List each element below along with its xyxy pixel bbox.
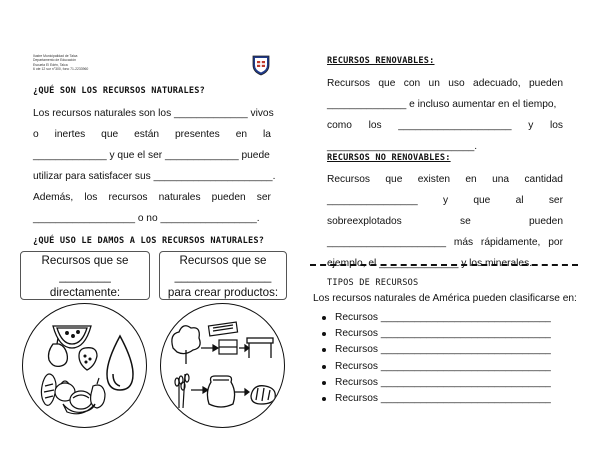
word: que — [378, 78, 396, 89]
text-line: __________________________. — [327, 141, 478, 152]
word: sobreexplotados — [327, 216, 402, 227]
school-header-line: Escuela El Edén, Talca — [33, 62, 68, 67]
fill-blank: ________ — [59, 270, 111, 283]
furniture-piece-icon — [219, 340, 237, 354]
word: que — [473, 195, 491, 206]
word: la — [262, 129, 271, 140]
bullet-icon — [322, 316, 326, 320]
list-item-text: Recursos ______________________________ — [335, 376, 551, 388]
section-heading-que-uso: ¿QUÉ USO LE DAMOS A LOS RECURSOS NATURALES? — [33, 236, 265, 246]
bullet-icon — [322, 397, 326, 401]
word: recursos — [108, 192, 148, 203]
text-line — [33, 145, 271, 166]
word: existen — [417, 174, 451, 185]
word: Además, — [33, 192, 74, 203]
table-icon — [247, 338, 273, 358]
box-line: para crear productos: — [167, 286, 279, 299]
word: los — [84, 192, 98, 203]
word: que — [101, 129, 119, 140]
list-item — [322, 342, 551, 358]
word: los — [549, 120, 563, 131]
section-heading-que-son: ¿QUÉ SON LOS RECURSOS NATURALES? — [33, 86, 205, 96]
text-line — [327, 169, 563, 190]
school-shield-icon — [251, 54, 271, 76]
list-item-text: Recursos ______________________________ — [335, 360, 551, 372]
word: Recursos — [327, 174, 371, 185]
word: pueden — [529, 78, 563, 89]
word: están — [134, 129, 160, 140]
bread-icon — [251, 386, 275, 404]
word: Los recursos naturales son los _____________ vivos — [33, 108, 274, 119]
text-line — [327, 211, 563, 232]
water-drop-icon — [107, 336, 133, 390]
text-line — [33, 124, 271, 145]
word: uso — [448, 78, 465, 89]
word: naturales — [158, 192, 201, 203]
list-item-text: Recursos ______________________________ — [335, 328, 551, 340]
school-header — [33, 54, 88, 71]
wood-plank-icon — [208, 322, 237, 336]
circle-production — [160, 303, 285, 428]
word: más — [453, 237, 474, 248]
tipos-intro: Los recursos naturales de América pueden clasificarse en: — [313, 293, 577, 304]
text-line — [33, 187, 271, 208]
tree-icon — [172, 326, 200, 364]
text-line: __________________ o no _________________. — [33, 213, 260, 224]
word: con — [403, 78, 421, 89]
list-item-text: Recursos ______________________________ — [335, 312, 551, 323]
word: cantidad — [524, 174, 563, 185]
text-line — [33, 103, 274, 124]
word: que — [385, 174, 403, 185]
vegetables-icon — [41, 374, 105, 414]
tipos-list — [322, 310, 551, 407]
word: rápidamente, — [480, 237, 541, 248]
word: una — [492, 174, 510, 185]
box-line: directamente: — [49, 286, 121, 299]
text-line — [327, 190, 563, 211]
list-item — [322, 375, 551, 391]
list-item-text: Recursos ______________________________ — [335, 392, 551, 404]
word: _____________________ — [327, 237, 446, 248]
bullet-icon — [322, 348, 326, 352]
word: y — [442, 195, 449, 206]
word: en — [465, 174, 477, 185]
box-line: Recursos que se — [41, 254, 129, 267]
box-uso-productos — [159, 251, 287, 300]
word: un — [428, 78, 440, 89]
circle-natural-resources — [22, 303, 147, 428]
word: ____________________ — [398, 120, 512, 131]
word: por — [548, 237, 563, 248]
list-item — [322, 359, 551, 375]
word: adecuado, — [473, 78, 521, 89]
section-heading-renovables: RECURSOS RENOVABLES: — [327, 56, 435, 66]
list-item-text: Recursos ______________________________ — [335, 344, 551, 356]
section-heading-no-renovables: RECURSOS NO RENOVABLES: — [327, 153, 451, 163]
section-heading-tipos: TIPOS DE RECURSOS — [327, 278, 419, 288]
word: ser — [256, 192, 271, 203]
word: pueden — [211, 192, 246, 203]
fill-blank: _______________ — [174, 270, 272, 283]
school-header-line: Ilustre Municipalidad de Talca — [33, 54, 78, 58]
list-item — [322, 391, 551, 407]
word: ________________ — [327, 195, 418, 206]
text-line — [327, 115, 563, 136]
text-line: utilizar para satisfacer sus _____________________. — [33, 171, 276, 182]
word: ser — [548, 195, 563, 206]
paragraph-renovables — [327, 73, 563, 157]
list-item — [322, 326, 551, 342]
word: en — [235, 129, 248, 140]
word: _____________ y que el ser _____________ puede — [33, 150, 270, 161]
word: como — [327, 120, 352, 131]
text-line — [327, 73, 563, 94]
bullet-icon — [322, 332, 326, 336]
school-header-line: 6 ote 12 sur n°300, fono 71-2233960 — [33, 66, 89, 71]
list-item — [322, 310, 551, 326]
paragraph-no-renovables — [327, 169, 563, 274]
text-line: ejemplo, el ______________ y los minerales. — [327, 258, 533, 269]
word: inertes — [54, 129, 86, 140]
word: se — [460, 216, 471, 227]
word: o — [33, 129, 39, 140]
word: Recursos — [327, 78, 371, 89]
flour-sack-icon — [207, 376, 234, 407]
word: pueden — [529, 216, 563, 227]
word: presentes — [174, 129, 220, 140]
strawberry-icon — [79, 348, 97, 370]
section-divider — [310, 264, 578, 266]
word: los — [368, 120, 382, 131]
word: al — [515, 195, 524, 206]
bullet-icon — [322, 365, 326, 369]
text-line — [327, 232, 563, 253]
bullet-icon — [322, 381, 326, 385]
box-line: Recursos que se — [179, 254, 267, 267]
box-uso-directo — [20, 251, 150, 300]
paragraph-que-son — [33, 103, 276, 187]
paragraph-ademas — [33, 187, 271, 229]
text-line: ______________ e incluso aumentar en el tiempo, — [327, 99, 557, 110]
school-header-line: Departamento de Educación — [33, 58, 76, 63]
word: y — [528, 120, 534, 131]
wheat-icon — [175, 374, 189, 408]
